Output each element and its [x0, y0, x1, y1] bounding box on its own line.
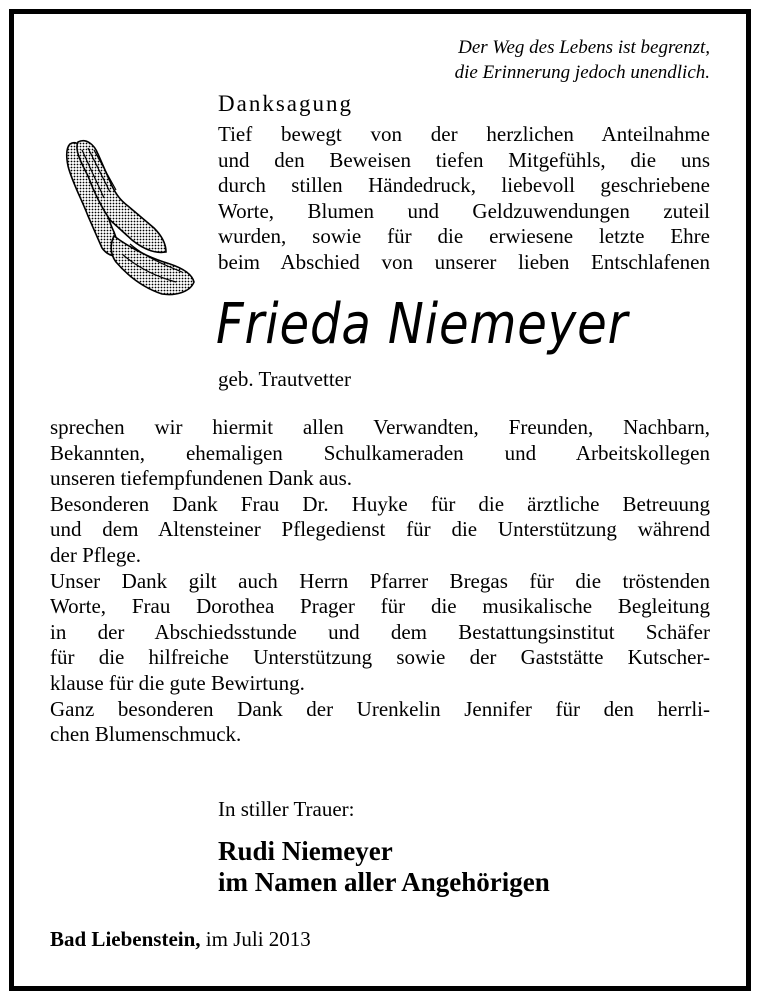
deceased-name: Frieda Niemeyer	[216, 292, 629, 357]
body-line: Ganz besonderen Dank der Urenkelin Jennifer für den herrli-	[50, 696, 710, 721]
motto-line: die Erinnerung jedoch unendlich.	[454, 62, 710, 83]
intro-line: durch stillen Händedruck, liebevoll geschriebene	[218, 173, 710, 198]
signers	[218, 836, 550, 898]
body-line: Unser Dank gilt auch Herrn Pfarrer Bregas für die tröstenden	[50, 568, 710, 593]
body-line: und dem Altensteiner Pflegedienst für die Unterstützung während	[50, 517, 710, 542]
intro-line: Tief bewegt von der herzlichen Anteilnahme	[218, 122, 710, 146]
body-line: in der Abschiedsstunde und dem Bestattungsinstitut Schäfer	[50, 619, 710, 644]
body-line: sprechen wir hiermit allen Verwandten, Freunden, Nachbarn,	[50, 415, 710, 439]
body-line: klause für die gute Bewirtung.	[50, 670, 305, 695]
intro-line: und den Beweisen tiefen Mitgefühls, die uns	[218, 147, 710, 172]
mourning-label: In stiller Trauer:	[218, 797, 355, 821]
intro-paragraph	[218, 122, 710, 276]
place: Bad Liebenstein,	[50, 927, 201, 951]
heading: Danksagung	[218, 91, 353, 116]
intro-line: wurden, sowie für die erwiesene letzte Ehre	[218, 224, 710, 249]
signer-family: im Namen aller Angehörigen	[218, 867, 550, 897]
body-line: für die hilfreiche Unterstützung sowie der Gaststätte Kutscher-	[50, 645, 710, 670]
signer-name: Rudi Niemeyer	[218, 836, 393, 866]
motto-quote	[455, 35, 710, 85]
motto-line: Der Weg des Lebens ist begrenzt,	[458, 37, 710, 58]
place-date	[50, 926, 311, 952]
body-line: der Pflege.	[50, 542, 141, 567]
body-line: Bekannten, ehemaligen Schulkameraden und Arbeitskollegen	[50, 440, 710, 465]
birth-name: geb. Trautvetter	[218, 367, 351, 391]
praying-hands-icon	[58, 136, 198, 298]
date: im Juli 2013	[205, 927, 311, 951]
intro-line: Worte, Blumen und Geldzuwendungen zuteil	[218, 198, 710, 223]
body-line: Worte, Frau Dorothea Prager für die musikalische Begleitung	[50, 594, 710, 619]
intro-line: beim Abschied von unserer lieben Entschlafenen	[218, 249, 710, 274]
body-line: chen Blumenschmuck.	[50, 722, 242, 747]
thanks-paragraph	[50, 415, 710, 748]
body-line: Besonderen Dank Frau Dr. Huyke für die ärztliche Betreuung	[50, 491, 710, 516]
body-line: unseren tiefempfundenen Dank aus.	[50, 466, 353, 491]
